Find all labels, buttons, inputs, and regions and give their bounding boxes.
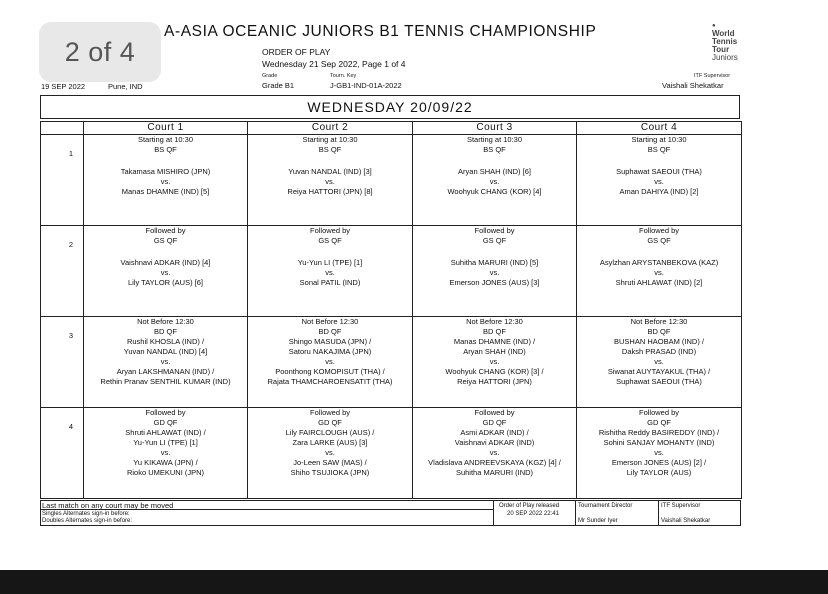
player-name: Lily TAYLOR (AUS) [6] bbox=[127, 278, 204, 287]
player-name: Shiho TSUJIOKA (JPN) bbox=[290, 468, 370, 477]
row-number: 2 bbox=[41, 226, 84, 317]
event-code: BD QF bbox=[154, 327, 177, 336]
player-name: Rishitha Reddy BASIREDDY (IND) / bbox=[598, 428, 720, 437]
itf-supervisor-value: Vaishali Shekatkar bbox=[661, 518, 711, 524]
player-name: Asylzhan ARYSTANBEKOVA (KAZ) bbox=[599, 258, 719, 267]
start-time: Followed by bbox=[474, 226, 515, 235]
match-cell bbox=[248, 317, 413, 408]
player-name: Vladislava ANDREEVSKAYA (KGZ) [4] / bbox=[428, 458, 561, 467]
player-name: Yuvan NANDAL (IND) [3] bbox=[288, 167, 372, 176]
viewer-bottom-bar bbox=[0, 570, 828, 594]
player-name: Jo-Leen SAW (MAS) / bbox=[293, 458, 367, 467]
event-code: GD QF bbox=[318, 418, 342, 427]
event-code: GD QF bbox=[153, 418, 178, 427]
player-name: Rioko UMEKUNI (JPN) bbox=[126, 468, 205, 477]
start-time: Followed by bbox=[145, 408, 186, 417]
player-name: Zara LARKE (AUS) [3] bbox=[292, 438, 368, 447]
page-subheading: Wednesday 21 Sep 2022, Page 1 of 4 bbox=[262, 59, 406, 69]
start-time: Starting at 10:30 bbox=[137, 135, 194, 144]
versus-label: vs. bbox=[654, 357, 664, 366]
released-value: 20 SEP 2022 22:41 bbox=[507, 511, 559, 517]
event-code: GD QF bbox=[482, 418, 507, 427]
match-cell bbox=[577, 135, 742, 226]
world-tennis-tour-juniors-logo: ● World Tennis Tour Juniors bbox=[712, 23, 738, 62]
court-header: Court 2 bbox=[248, 122, 413, 135]
player-name: Sonal PATIL (IND) bbox=[299, 278, 361, 287]
versus-label: vs. bbox=[325, 268, 335, 277]
player-name: Daksh PRASAD (IND) bbox=[621, 347, 697, 356]
row-number: 1 bbox=[41, 135, 84, 226]
event-code: GS QF bbox=[318, 236, 342, 245]
start-time: Not Before 12:30 bbox=[466, 317, 523, 326]
itf-mark-icon: ● bbox=[712, 23, 716, 29]
versus-label: vs. bbox=[325, 177, 335, 186]
start-time: Not Before 12:30 bbox=[301, 317, 359, 326]
versus-label: vs. bbox=[654, 177, 664, 186]
event-code: GS QF bbox=[153, 236, 178, 245]
day-header: WEDNESDAY 20/09/22 bbox=[40, 95, 740, 119]
start-time: Followed by bbox=[638, 226, 680, 235]
singles-alternates-note: Singles Alternates sign-in before: bbox=[42, 511, 130, 517]
court-header-row bbox=[41, 122, 742, 135]
supervisor-label: ITF Supervisor bbox=[694, 73, 731, 79]
director-value: Mr Sunder Iyer bbox=[578, 518, 618, 524]
player-name: Yu-Yun LI (TPE) [1] bbox=[133, 438, 198, 447]
player-name: Lily TAYLOR (AUS) bbox=[626, 468, 692, 477]
match-cell bbox=[413, 226, 577, 317]
header-city: Pune, IND bbox=[108, 82, 143, 91]
order-of-play-label: ORDER OF PLAY bbox=[262, 47, 331, 57]
player-name: Suphawat SAEOUI (THA) bbox=[616, 377, 702, 386]
player-name: Emerson JONES (AUS) [2] / bbox=[611, 458, 707, 467]
order-of-play-table bbox=[40, 121, 742, 499]
event-code: GD QF bbox=[647, 418, 671, 427]
versus-label: vs. bbox=[489, 268, 500, 277]
start-time: Followed by bbox=[474, 408, 515, 417]
event-code: BS QF bbox=[318, 145, 342, 154]
doubles-alternates-note: Doubles Alternates sign-in before: bbox=[42, 518, 133, 524]
footer-box bbox=[40, 500, 741, 526]
player-name: BUSHAN HAOBAM (IND) / bbox=[613, 337, 704, 346]
match-cell bbox=[84, 408, 248, 499]
player-name: Yu KIKAWA (JPN) / bbox=[133, 458, 198, 467]
match-cell bbox=[413, 135, 577, 226]
tourn-key-label: Tourn. Key bbox=[330, 73, 357, 79]
court-header: Court 3 bbox=[413, 122, 577, 135]
player-name: Suhitha MARURI (IND) [5] bbox=[450, 258, 539, 267]
last-match-note: Last match on any court may be moved bbox=[42, 501, 174, 510]
match-cell bbox=[577, 317, 742, 408]
player-name: Shruti AHLAWAT (IND) [2] bbox=[615, 278, 703, 287]
versus-label: vs. bbox=[489, 177, 500, 186]
match-cell bbox=[413, 408, 577, 499]
start-time: Followed by bbox=[638, 408, 680, 417]
player-name: Shruti AHLAWAT (IND) / bbox=[125, 428, 206, 437]
match-row bbox=[41, 317, 742, 408]
player-name: Vaishnavi ADKAR (IND) bbox=[454, 438, 535, 447]
versus-label: vs. bbox=[160, 268, 171, 277]
court-header: Court 4 bbox=[577, 122, 742, 135]
player-name: Reiya HATTORI (JPN) bbox=[457, 377, 532, 386]
match-row bbox=[41, 135, 742, 226]
start-time: Not Before 12:30 bbox=[137, 317, 194, 326]
match-cell bbox=[413, 317, 577, 408]
event-code: GS QF bbox=[647, 236, 671, 245]
match-cell bbox=[248, 408, 413, 499]
event-code: BS QF bbox=[154, 145, 177, 154]
itf-supervisor-label: ITF Supervisor bbox=[661, 503, 701, 509]
match-cell bbox=[84, 317, 248, 408]
page-indicator: 2 of 4 bbox=[39, 22, 161, 82]
player-name: Takamasa MISHIRO (JPN) bbox=[120, 167, 211, 176]
player-name: Aryan SHAH (IND) [6] bbox=[458, 167, 531, 176]
director-label: Tournament Director bbox=[578, 503, 633, 509]
versus-label: vs. bbox=[654, 268, 664, 277]
player-name: Woohyuk CHANG (KOR) [4] bbox=[447, 187, 542, 196]
match-cell bbox=[248, 226, 413, 317]
start-time: Followed by bbox=[145, 226, 186, 235]
player-name: Yu-Yun LI (TPE) [1] bbox=[297, 258, 363, 267]
grade-label: Grade bbox=[262, 73, 278, 79]
tournament-title: A-ASIA OCEANIC JUNIORS B1 TENNIS CHAMPIONSHIP bbox=[164, 23, 597, 40]
event-code: BD QF bbox=[647, 327, 671, 336]
player-name: Aman DAHIYA (IND) [2] bbox=[619, 187, 699, 196]
player-name: Emerson JONES (AUS) [3] bbox=[449, 278, 540, 287]
versus-label: vs. bbox=[654, 448, 664, 457]
event-code: BS QF bbox=[647, 145, 671, 154]
player-name: Sohini SANJAY MOHANTY (IND) bbox=[603, 438, 715, 447]
versus-label: vs. bbox=[325, 448, 335, 457]
player-name: Aryan SHAH (IND) bbox=[463, 347, 526, 356]
player-name: Woohyuk CHANG (KOR) [3] / bbox=[445, 367, 544, 376]
player-name: Aryan LAKSHMANAN (IND) / bbox=[116, 367, 215, 376]
player-name: Siwanat AUYTAYAKUL (THA) / bbox=[607, 367, 711, 376]
player-name: Asmi ADKAR (IND) / bbox=[460, 428, 529, 437]
start-time: Not Before 12:30 bbox=[630, 317, 688, 326]
start-time: Starting at 10:30 bbox=[466, 135, 523, 144]
row-number: 4 bbox=[41, 408, 84, 499]
player-name: Rajata THAMCHAROENSATIT (THA) bbox=[267, 377, 393, 386]
header-date: 19 SEP 2022 bbox=[41, 82, 86, 91]
player-name: Satoru NAKAJIMA (JPN) bbox=[288, 347, 372, 356]
grade-value: Grade B1 bbox=[262, 81, 295, 90]
match-cell bbox=[84, 135, 248, 226]
court-header: Court 1 bbox=[84, 122, 248, 135]
start-time: Followed by bbox=[309, 408, 351, 417]
player-name: Rethin Pranav SENTHIL KUMAR (IND) bbox=[100, 377, 231, 386]
versus-label: vs. bbox=[160, 357, 171, 366]
versus-label: vs. bbox=[489, 357, 500, 366]
match-cell bbox=[248, 135, 413, 226]
event-code: BS QF bbox=[483, 145, 506, 154]
player-name: Suhitha MARURI (IND) bbox=[455, 468, 534, 477]
corner-cell bbox=[41, 122, 84, 135]
player-name: Shingo MASUDA (JPN) / bbox=[288, 337, 372, 346]
player-name: Manas DHAMNE (IND) [5] bbox=[121, 187, 210, 196]
event-code: GS QF bbox=[482, 236, 507, 245]
tourn-key-value: J-GB1-IND-01A-2022 bbox=[330, 81, 402, 90]
match-cell bbox=[577, 226, 742, 317]
versus-label: vs. bbox=[160, 177, 171, 186]
player-name: Yuvan NANDAL (IND) [4] bbox=[123, 347, 208, 356]
player-name: Manas DHAMNE (IND) / bbox=[453, 337, 536, 346]
event-code: BD QF bbox=[483, 327, 506, 336]
versus-label: vs. bbox=[325, 357, 335, 366]
versus-label: vs. bbox=[489, 448, 500, 457]
released-label: Order of Play released bbox=[499, 503, 560, 509]
player-name: Suphawat SAEOUI (THA) bbox=[616, 167, 702, 176]
player-name: Lily FAIRCLOUGH (AUS) / bbox=[285, 428, 375, 437]
player-name: Vaishnavi ADKAR (IND) [4] bbox=[120, 258, 211, 267]
match-cell bbox=[84, 226, 248, 317]
row-number: 3 bbox=[41, 317, 84, 408]
start-time: Starting at 10:30 bbox=[631, 135, 687, 144]
player-name: Reiya HATTORI (JPN) [8] bbox=[287, 187, 373, 196]
match-cell bbox=[577, 408, 742, 499]
start-time: Starting at 10:30 bbox=[302, 135, 358, 144]
player-name: Rushil KHOSLA (IND) / bbox=[126, 337, 205, 346]
supervisor-value: Vaishali Shekatkar bbox=[662, 81, 724, 90]
event-code: BD QF bbox=[318, 327, 342, 336]
match-row bbox=[41, 226, 742, 317]
match-row bbox=[41, 408, 742, 499]
player-name: Poonthong KOMOPISUT (THA) / bbox=[275, 367, 385, 376]
versus-label: vs. bbox=[160, 448, 171, 457]
start-time: Followed by bbox=[309, 226, 351, 235]
